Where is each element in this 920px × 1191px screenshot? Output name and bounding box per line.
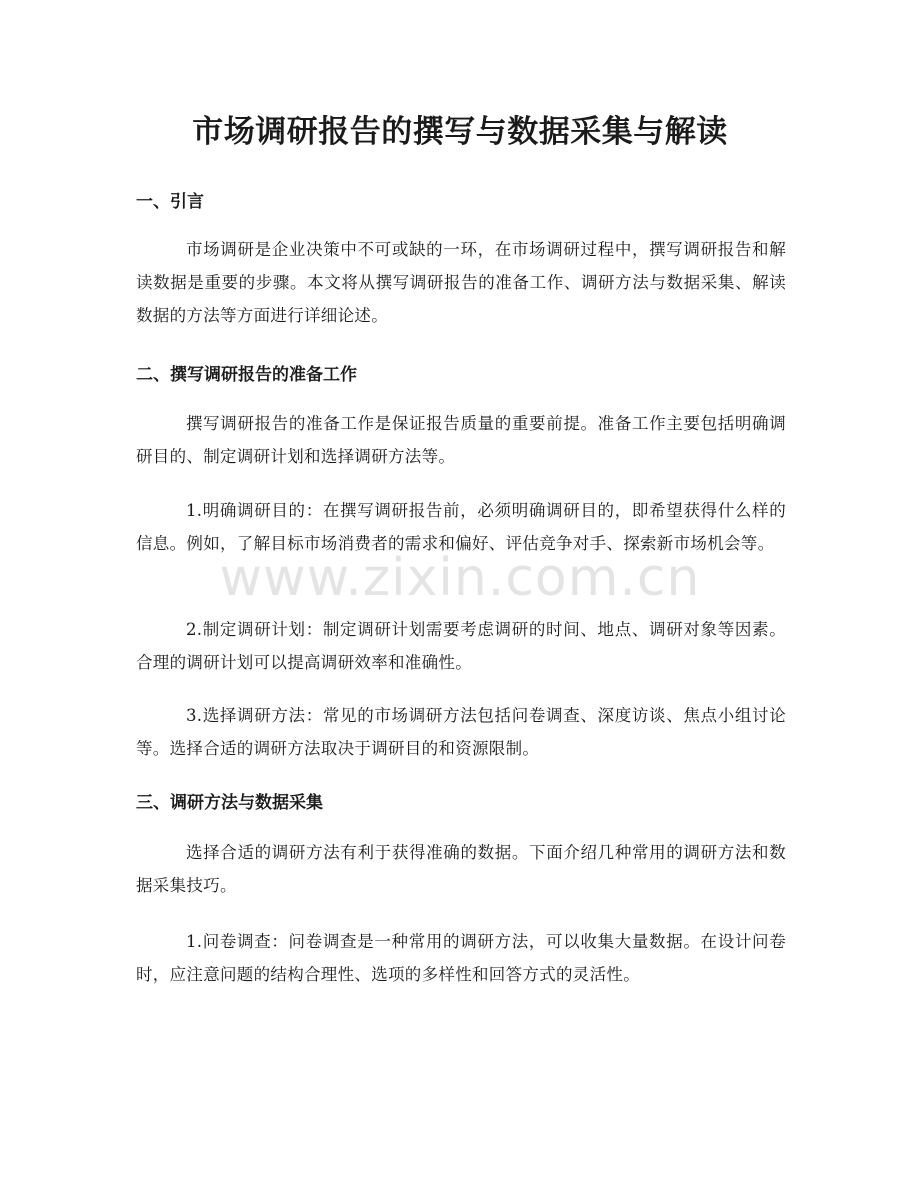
paragraph: 市场调研是企业决策中不可或缺的一环，在市场调研过程中，撰写调研报告和解读数据是重要的步骤。本文将从撰写调研报告的准备工作、调研方法与数据采集、解读数据的方法等方面进行详细论述。 [136, 240, 786, 325]
paragraph: 选择合适的调研方法有利于获得准确的数据。下面介绍几种常用的调研方法和数据采集技巧。 [136, 843, 786, 895]
paragraph: 1.明确调研目的：在撰写调研报告前，必须明确调研目的，即希望获得什么样的信息。例如，了解目标市场消费者的需求和偏好、评估竞争对手、探索新市场机会等。 [136, 501, 786, 553]
paragraph: 1.问卷调查：问卷调查是一种常用的调研方法，可以收集大量数据。在设计问卷时，应注意问题的结构合理性、选项的多样性和回答方式的灵活性。 [136, 932, 786, 984]
watermark: www.zixin.com.cn [219, 548, 701, 608]
section-heading-preparation: 二、撰写调研报告的准备工作 [136, 365, 357, 385]
paragraph: 撰写调研报告的准备工作是保证报告质量的重要前提。准备工作主要包括明确调研目的、制定调研计划和选择调研方法等。 [136, 414, 786, 466]
section-heading-methods: 三、调研方法与数据采集 [136, 793, 323, 813]
paragraph: 3.选择调研方法：常见的市场调研方法包括问卷调查、深度访谈、焦点小组讨论等。选择合适的调研方法取决于调研目的和资源限制。 [136, 706, 786, 758]
section-heading-intro: 一、引言 [136, 192, 204, 212]
document-title: 市场调研报告的撰写与数据采集与解读 [192, 114, 728, 150]
paragraph: 2.制定调研计划：制定调研计划需要考虑调研的时间、地点、调研对象等因素。合理的调研计划可以提高调研效率和准确性。 [136, 620, 786, 672]
